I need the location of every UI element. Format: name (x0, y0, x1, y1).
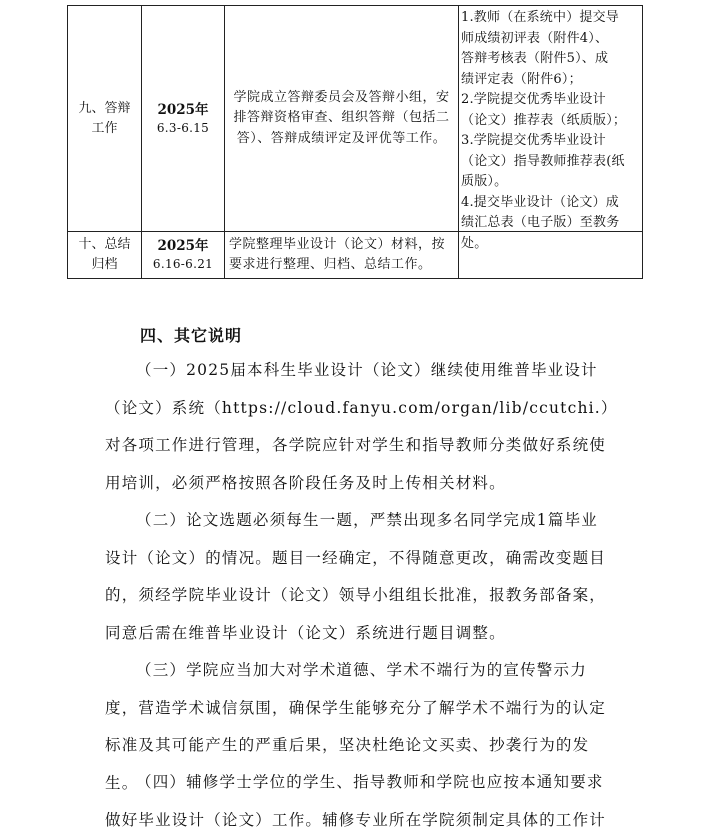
stage-line-1: 九、答辩 (78, 100, 131, 116)
paragraph (105, 764, 610, 839)
stage-line-1: 十、总结 (78, 237, 131, 252)
paragraph-text: （二）论文选题必须每生一题，严禁出现多名同学完成1篇毕业设计（论文）的情况。题目一经确定，不得随意更改，确需改变题目的，须经学院毕业设计（论文）领导小组组长批准，报教务部备案，同意后需在维普毕业设计（论文）系统进行题目调整。 (105, 511, 607, 642)
table-row-stage (68, 6, 141, 231)
table-border-right (642, 5, 643, 279)
requirement-line: 3.学院提交优秀毕业设计 (461, 133, 606, 148)
requirement-line: 1.教师（在系统中）提交导 (461, 10, 620, 25)
requirement-line: （论文）推荐表（纸质版）； (461, 112, 627, 128)
section-heading: 四、其它说明 (140, 326, 243, 345)
table-row-time (142, 232, 224, 278)
time-year: 2025年 (157, 238, 209, 254)
table-row-content (225, 232, 458, 278)
requirement-line: 答辩考核表（附件5）、成 (461, 51, 609, 66)
content-text: 学院整理毕业设计（论文）材料，按要求进行整理、归档、总结工作。 (229, 236, 446, 272)
time-dates: 6.3-6.15 (156, 120, 210, 135)
schedule-table (67, 5, 643, 279)
stage-line-2: 归档 (91, 257, 118, 272)
requirement-line: 绩汇总表（电子版）至教务 (461, 215, 620, 230)
table-row-requirements (461, 8, 641, 254)
time-dates: 6.16-6.21 (152, 257, 214, 271)
table-row-stage (68, 232, 141, 278)
table-row-time (142, 6, 224, 231)
table-border-bottom (67, 278, 643, 279)
paragraph (105, 502, 610, 652)
requirement-line: 师成绩初评表（附件4）、 (461, 30, 609, 46)
paragraph-text: （四）辅修学士学位的学生、指导教师和学院也应按本通知要求做好毕业设计（论文）工作。辅修专业所在学院须制定具体的工作计 (105, 773, 607, 829)
paragraph-text: （一）2025届本科生毕业设计（论文）继续使用维普毕业设计（论文）系统（https://cloud.fanyu.com/organ/lib/ccutchi.）对各项工作进行管理，各学院应针对学生和指导教师分类做好系统使用培训，必须严格按照各阶段任务及时上传相关材料。 (105, 361, 610, 492)
requirement-line: 2.学院提交优秀毕业设计 (461, 92, 606, 107)
content-text: 学院成立答辩委员会及答辩小组，安排答辩资格审查、组织答辩（包括二答）、答辩成绩评定及评优等工作。 (233, 89, 450, 146)
requirement-line: 4.提交毕业设计（论文）成 (461, 194, 620, 210)
paragraph (105, 352, 610, 502)
stage-line-2: 工作 (91, 120, 118, 136)
requirement-line: 质版）。 (461, 174, 508, 189)
requirement-line: 处。 (461, 235, 488, 251)
requirement-line: （论文）指导教师推荐表(纸 (461, 153, 625, 169)
paragraph-text: （三）学院应当加大对学术道德、学术不端行为的宣传警示力度，营造学术诚信氛围，确保学生能够充分了解学术不端行为的认定标准及其可能产生的严重后果，坚决杜绝论文买卖、抄袭行为的发生。 (105, 661, 607, 792)
requirement-line: 绩评定表（附件6）； (461, 71, 582, 87)
table-col-divider-3 (458, 5, 459, 279)
time-year: 2025年 (157, 101, 209, 118)
table-row-content (225, 6, 458, 231)
